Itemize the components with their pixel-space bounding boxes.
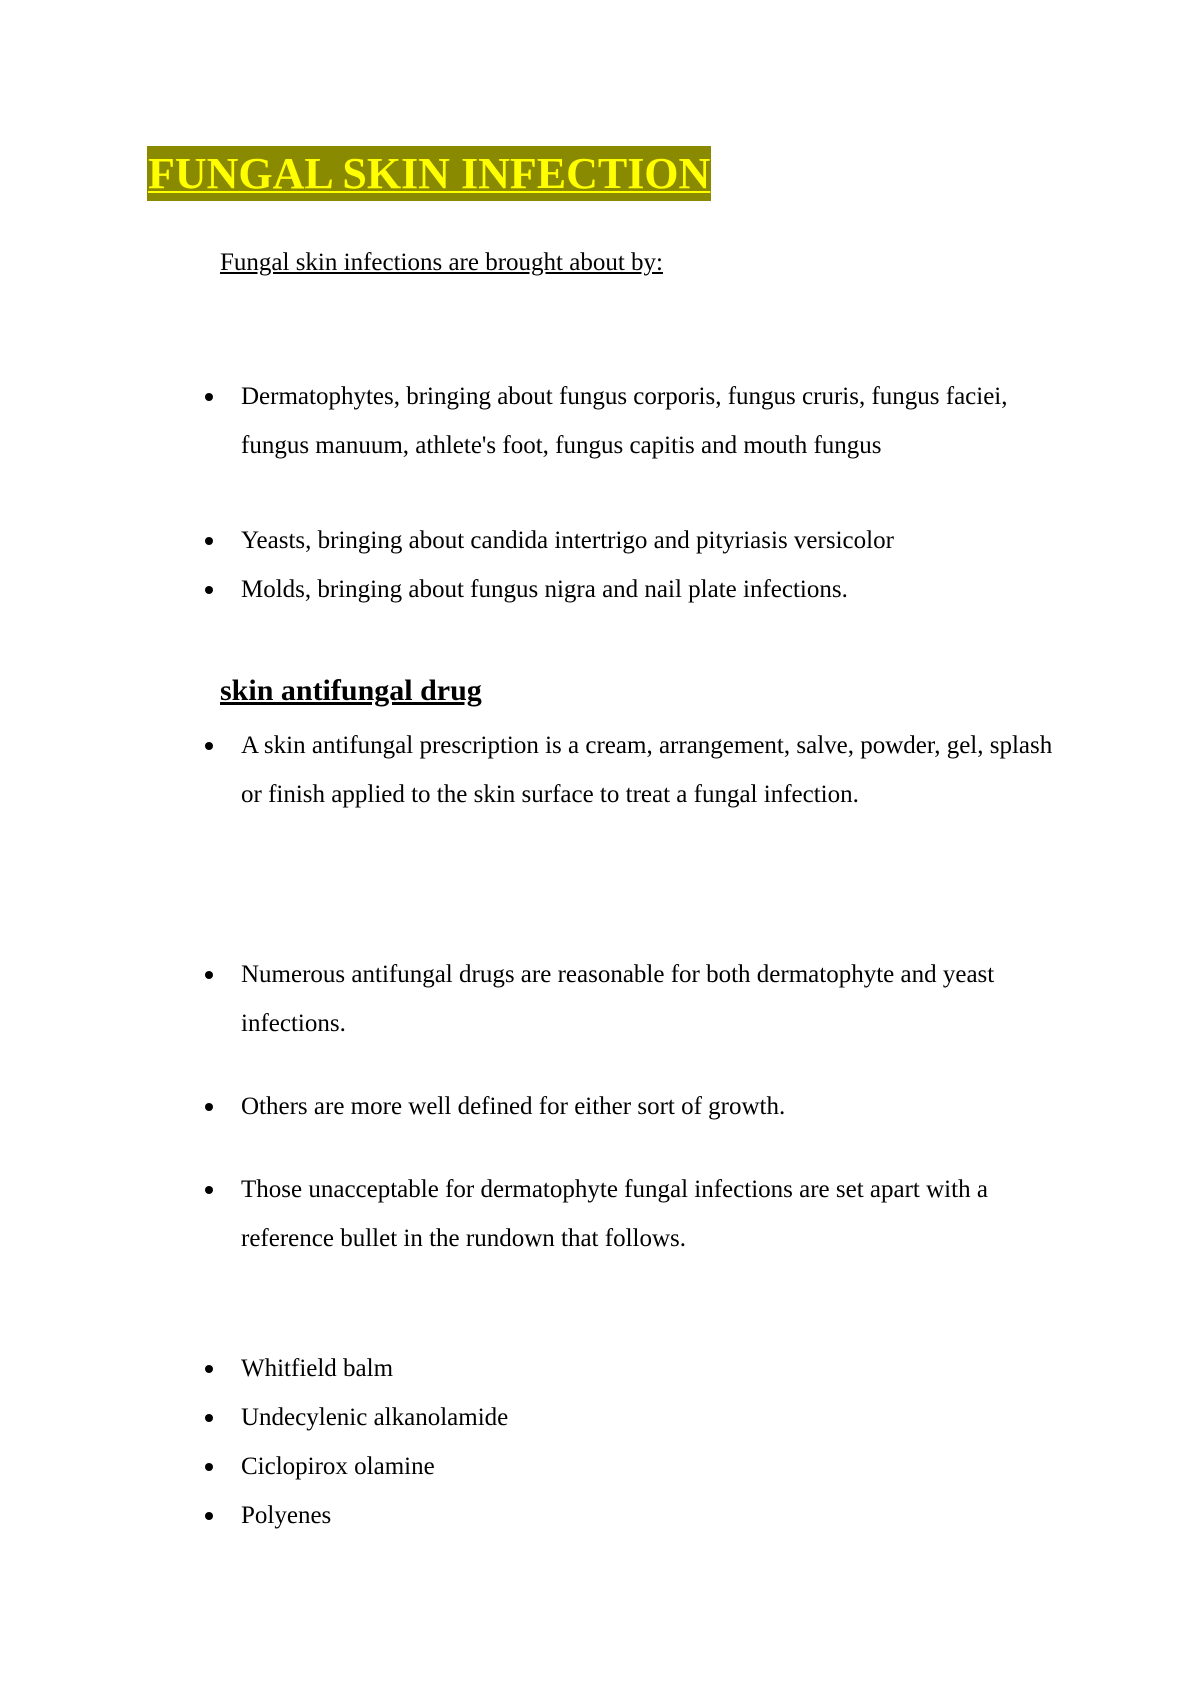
- drug-points-list-2: [0, 950, 1200, 1048]
- list-item-text: Numerous antifungal drugs are reasonable for both dermatophyte and yeast infections.: [241, 961, 995, 1037]
- list-item-text: Undecylenic alkanolamide: [241, 1404, 509, 1431]
- list-item-text: Molds, bringing about fungus nigra and nail plate infections.: [241, 576, 848, 603]
- list-item: [0, 1491, 1200, 1540]
- bullet-icon: [205, 1186, 213, 1194]
- list-item-text: Whitfield balm: [241, 1355, 394, 1382]
- section-heading: skin antifungal drug: [220, 674, 482, 707]
- list-item-text: Yeasts, bringing about candida intertrigo and pityriasis versicolor: [241, 527, 894, 554]
- list-item: [0, 565, 1200, 614]
- document-title: FUNGAL SKIN INFECTION: [147, 146, 711, 201]
- list-item: [0, 372, 1200, 470]
- causes-list: [0, 372, 1200, 470]
- bullet-icon: [205, 1103, 213, 1111]
- list-item: [0, 950, 1200, 1048]
- drug-points-list-4: [0, 1165, 1200, 1263]
- bullet-icon: [205, 742, 213, 750]
- bullet-icon: [205, 1414, 213, 1422]
- bullet-icon: [205, 1463, 213, 1471]
- bullet-icon: [205, 971, 213, 979]
- list-item-text: Those unacceptable for dermatophyte fungal infections are set apart with a reference bullet in the rundown that follows.: [241, 1176, 988, 1252]
- list-item-text: Dermatophytes, bringing about fungus corporis, fungus cruris, fungus faciei, fungus manuum, athlete's foot, fungus capitis and mouth fungus: [241, 383, 1008, 459]
- list-item: [0, 1393, 1200, 1442]
- list-item-text: A skin antifungal prescription is a cream, arrangement, salve, powder, gel, splash or finish applied to the skin surface to treat a fungal infection.: [241, 732, 1053, 808]
- bullet-icon: [205, 586, 213, 594]
- drug-names-list: [0, 1344, 1200, 1540]
- bullet-icon: [205, 393, 213, 401]
- list-item: [0, 516, 1200, 565]
- list-item: [0, 1344, 1200, 1393]
- list-item: [0, 1165, 1200, 1263]
- list-item: [0, 721, 1200, 819]
- list-item-text: Polyenes: [241, 1502, 332, 1529]
- bullet-icon: [205, 1365, 213, 1373]
- bullet-icon: [205, 537, 213, 545]
- bullet-icon: [205, 1512, 213, 1520]
- causes-list-continued: [0, 516, 1200, 614]
- drug-points-list-3: [0, 1082, 1200, 1131]
- intro-text: Fungal skin infections are brought about by:: [220, 249, 663, 276]
- list-item: [0, 1442, 1200, 1491]
- list-item-text: Others are more well defined for either sort of growth.: [241, 1093, 786, 1120]
- drug-points-list: [0, 721, 1200, 819]
- list-item: [0, 1082, 1200, 1131]
- list-item-text: Ciclopirox olamine: [241, 1453, 435, 1480]
